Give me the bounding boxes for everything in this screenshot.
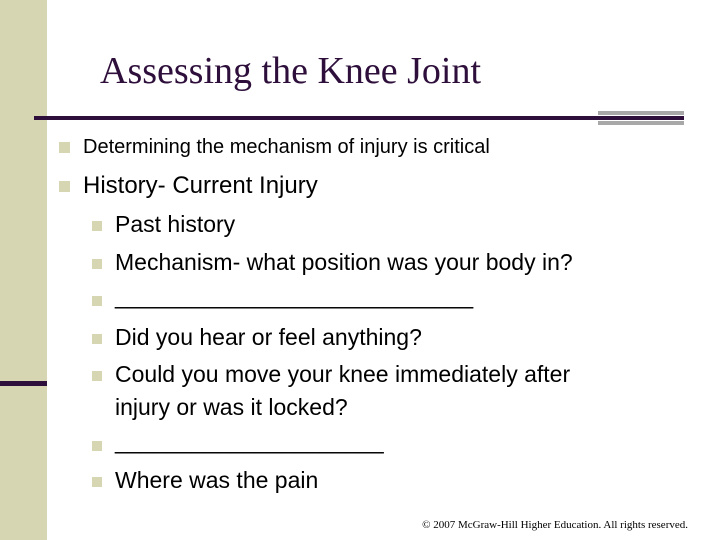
copyright-footer: © 2007 McGraw-Hill Higher Education. All rights reserved. <box>422 519 688 531</box>
sub-bullet-square-icon <box>92 221 102 231</box>
title-rule-gray-top <box>598 111 684 115</box>
sub-bullet-square-icon <box>92 296 102 306</box>
bullet-mechanism-critical: Determining the mechanism of injury is critical <box>83 136 490 158</box>
sub-bullet-square-icon <box>92 334 102 344</box>
sub-bullet-square-icon <box>92 371 102 381</box>
left-accent-bar <box>0 381 47 386</box>
sub-bullet-mechanism-position: Mechanism- what position was your body in? <box>115 249 573 275</box>
sub-bullet-move-knee-continued: injury or was it locked? <box>115 394 348 420</box>
sub-bullet-move-knee: Could you move your knee immediately after <box>115 361 571 387</box>
title-rule <box>34 116 684 120</box>
sub-bullet-square-icon <box>92 259 102 269</box>
sub-bullet-square-icon <box>92 477 102 487</box>
bullet-history-current-injury: History- Current Injury <box>83 172 318 199</box>
slide-title: Assessing the Knee Joint <box>100 50 482 92</box>
sub-bullet-hear-feel: Did you hear or feel anything? <box>115 324 422 350</box>
bullet-square-icon <box>59 142 70 153</box>
sub-bullet-blank-line: ____________________________ <box>115 283 474 309</box>
left-sidebar-band <box>0 0 47 540</box>
sub-bullet-blank-line-2: _____________________ <box>115 428 384 454</box>
bullet-square-icon <box>59 181 70 192</box>
title-rule-gray-bottom <box>598 121 684 125</box>
sub-bullet-past-history: Past history <box>115 211 236 237</box>
sub-bullet-where-pain: Where was the pain <box>115 467 319 493</box>
sub-bullet-square-icon <box>92 441 102 451</box>
